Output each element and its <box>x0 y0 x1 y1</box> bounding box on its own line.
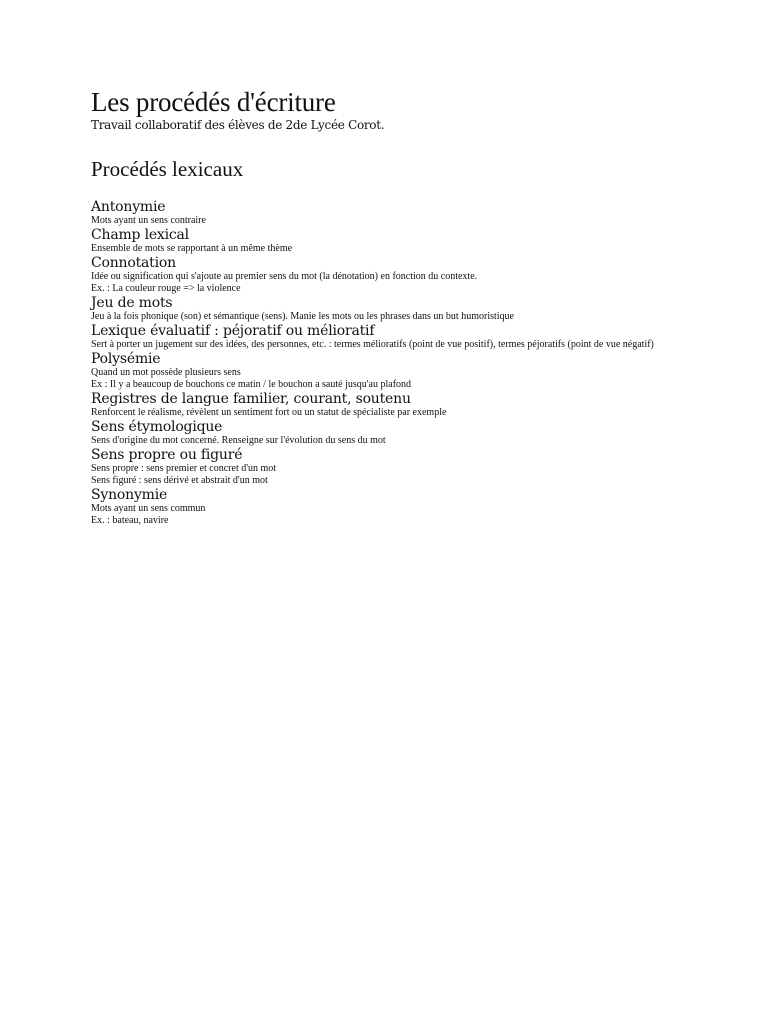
term-definition: Renforcent le réalisme, révèlent un sentiment fort ou un statut de spécialiste par exemple <box>91 407 447 418</box>
term-definition: Ensemble de mots se rapportant à un même thème <box>91 243 293 254</box>
term-definition: Mots ayant un sens commun <box>91 503 206 514</box>
term-definition: Quand un mot possède plusieurs sens <box>91 367 241 378</box>
document-subtitle: Travail collaboratif des élèves de 2de Lycée Corot. <box>91 118 385 132</box>
term-synonymie <box>91 487 691 527</box>
term-definition: Sens figuré : sens dérivé et abstrait d'un mot <box>91 475 268 486</box>
term-antonymie <box>91 199 691 227</box>
term-name: Synonymie <box>91 487 168 503</box>
term-name: Sens étymologique <box>91 419 223 435</box>
term-polysemie <box>91 351 691 391</box>
term-name: Polysémie <box>91 351 161 367</box>
term-example: Ex : Il y a beaucoup de bouchons ce matin / le bouchon a sauté jusqu'au plafond <box>91 379 412 390</box>
term-name: Champ lexical <box>91 227 189 243</box>
document-content <box>91 86 691 527</box>
document-title: Les procédés d'écriture <box>91 87 336 117</box>
term-definition: Jeu à la fois phonique (son) et sémantique (sens). Manie les mots ou les phrases dans un but humoristique <box>91 311 514 322</box>
section-title: Procédés lexicaux <box>91 157 244 181</box>
term-sens-propre-figure <box>91 447 691 487</box>
term-name: Connotation <box>91 255 176 271</box>
term-name: Lexique évaluatif : péjoratif ou mélioratif <box>91 323 375 339</box>
term-name: Jeu de mots <box>91 295 173 311</box>
term-sens-etymologique <box>91 419 691 447</box>
term-registres-de-langue <box>91 391 691 419</box>
term-connotation <box>91 255 691 295</box>
term-example: Ex. : bateau, navire <box>91 515 169 526</box>
term-champ-lexical <box>91 227 691 255</box>
term-jeu-de-mots <box>91 295 691 323</box>
term-name: Sens propre ou figuré <box>91 447 243 463</box>
term-name: Antonymie <box>91 199 166 215</box>
term-name: Registres de langue familier, courant, soutenu <box>91 391 411 407</box>
term-definition: Mots ayant un sens contraire <box>91 215 206 226</box>
term-definition: Idée ou signification qui s'ajoute au premier sens du mot (la dénotation) en fonction du contexte. <box>91 271 478 282</box>
term-example: Ex. : La couleur rouge => la violence <box>91 283 241 294</box>
term-list <box>91 199 691 527</box>
term-definition: Sert à porter un jugement sur des idées, des personnes, etc. : termes mélioratifs (point de vue positif), termes péjoratifs (point de vue négatif) <box>91 339 654 350</box>
term-definition: Sens propre : sens premier et concret d'un mot <box>91 463 277 474</box>
term-definition: Sens d'origine du mot concerné. Renseigne sur l'évolution du sens du mot <box>91 435 386 446</box>
term-lexique-evaluatif <box>91 323 691 351</box>
